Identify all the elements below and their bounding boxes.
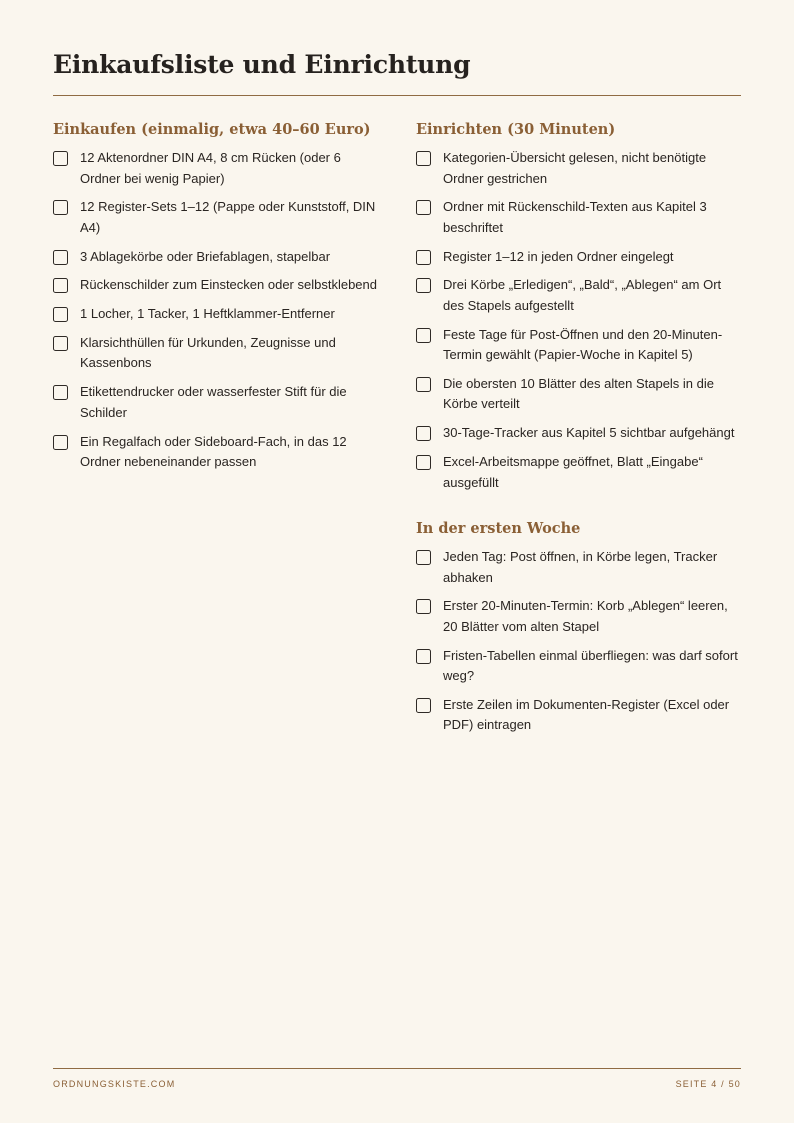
checklist-item-text: Etikettendrucker oder wasserfester Stift für die Schilder <box>80 384 347 420</box>
checklist-item <box>53 148 378 189</box>
checklist-item-text: Excel-Arbeitsmappe geöffnet, Blatt „Eingabe“ ausgefüllt <box>443 454 703 490</box>
checkbox[interactable] <box>416 550 431 565</box>
checkbox[interactable] <box>53 307 68 322</box>
checkbox[interactable] <box>416 426 431 441</box>
checkbox[interactable] <box>416 649 431 664</box>
checkbox[interactable] <box>416 250 431 265</box>
checkbox[interactable] <box>53 435 68 450</box>
first-week-heading: In der ersten Woche <box>416 520 581 538</box>
checklist-item-text: Kategorien-Übersicht gelesen, nicht benötigte Ordner gestrichen <box>443 150 707 186</box>
checkbox[interactable] <box>53 278 68 293</box>
checklist-item <box>416 452 741 493</box>
checkbox[interactable] <box>416 200 431 215</box>
checklist-item <box>416 374 741 415</box>
checklist-item-text: Ordner mit Rückenschild-Texten aus Kapitel 3 beschriftet <box>443 199 707 235</box>
checklist-item <box>416 325 741 366</box>
checkbox[interactable] <box>416 377 431 392</box>
checklist-item-text: 1 Locher, 1 Tacker, 1 Heftklammer-Entferner <box>80 306 335 322</box>
checklist-item-text: Jeden Tag: Post öffnen, in Körbe legen, Tracker abhaken <box>443 549 718 585</box>
checklist-item <box>416 423 741 444</box>
page-title: Einkaufsliste und Einrichtung <box>53 50 471 79</box>
checklist-item <box>53 197 378 238</box>
checklist-item <box>53 275 378 296</box>
shopping-heading: Einkaufen (einmalig, etwa 40–60 Euro) <box>53 121 371 138</box>
checkbox[interactable] <box>416 455 431 470</box>
footer-divider <box>53 1068 741 1069</box>
checkbox[interactable] <box>416 599 431 614</box>
checklist-item-text: Feste Tage für Post-Öffnen und den 20-Minuten-Termin gewählt (Papier-Woche in Kapitel 5) <box>443 326 723 363</box>
checklist-item-text: Erste Zeilen im Dokumenten-Register (Excel oder PDF) eintragen <box>443 696 730 733</box>
checklist-item-text: Ein Regalfach oder Sideboard-Fach, in das 12 Ordner nebeneinander passen <box>80 433 347 470</box>
right-column <box>416 120 741 744</box>
checklist-item-text: 30-Tage-Tracker aus Kapitel 5 sichtbar aufgehängt <box>443 425 735 441</box>
checklist-item <box>416 695 741 736</box>
checklist-item <box>416 197 741 238</box>
setup-section <box>416 120 741 493</box>
checklist-item-text: Fristen-Tabellen einmal überfliegen: was darf sofort weg? <box>443 647 738 684</box>
checklist-item <box>416 646 741 687</box>
checkbox[interactable] <box>53 151 68 166</box>
checkbox[interactable] <box>416 278 431 293</box>
checkbox[interactable] <box>53 385 68 400</box>
checklist-item-text: 12 Register-Sets 1–12 (Pappe oder Kunststoff, DIN A4) <box>80 199 376 235</box>
checklist-item <box>53 247 378 268</box>
setup-checklist <box>416 148 741 493</box>
checkbox[interactable] <box>416 151 431 166</box>
shopping-section <box>53 120 378 473</box>
checklist-item-text: Register 1–12 in jeden Ordner eingelegt <box>443 248 674 264</box>
checklist-item <box>416 547 741 588</box>
first-week-checklist <box>416 547 741 736</box>
checkbox[interactable] <box>416 698 431 713</box>
checklist-item <box>53 432 378 473</box>
setup-heading: Einrichten (30 Minuten) <box>416 121 616 138</box>
shopping-checklist <box>53 148 378 473</box>
checklist-item <box>416 148 741 189</box>
first-week-section <box>416 519 741 736</box>
title-divider <box>53 95 741 96</box>
footer-site: ORDNUNGSKISTE.COM <box>53 1079 176 1089</box>
checkbox[interactable] <box>53 200 68 215</box>
checkbox[interactable] <box>416 328 431 343</box>
checkbox[interactable] <box>53 336 68 351</box>
checklist-item-text: 3 Ablagekörbe oder Briefablagen, stapelbar <box>80 248 331 264</box>
checklist-item-text: Klarsichthüllen für Urkunden, Zeugnisse und Kassenbons <box>80 334 336 371</box>
checklist-item <box>53 333 378 374</box>
checklist-item-text: Erster 20-Minuten-Termin: Korb „Ablegen“ leeren, 20 Blätter vom alten Stapel <box>443 598 728 634</box>
footer-page-number: SEITE 4 / 50 <box>675 1079 741 1089</box>
checklist-item-text: 12 Aktenordner DIN A4, 8 cm Rücken (oder 6 Ordner bei wenig Papier) <box>80 150 341 186</box>
checklist-item <box>416 275 741 316</box>
checklist-item-text: Rückenschilder zum Einstecken oder selbstklebend <box>80 277 377 293</box>
checklist-item <box>53 382 378 423</box>
checklist-item <box>416 247 741 268</box>
checkbox[interactable] <box>53 250 68 265</box>
checklist-item <box>416 596 741 637</box>
checklist-item-text: Drei Körbe „Erledigen“, „Bald“, „Ablegen“ am Ort des Stapels aufgestellt <box>443 277 722 313</box>
checklist-item-text: Die obersten 10 Blätter des alten Stapels in die Körbe verteilt <box>443 375 715 412</box>
checklist-item <box>53 304 378 325</box>
left-column <box>53 120 378 481</box>
